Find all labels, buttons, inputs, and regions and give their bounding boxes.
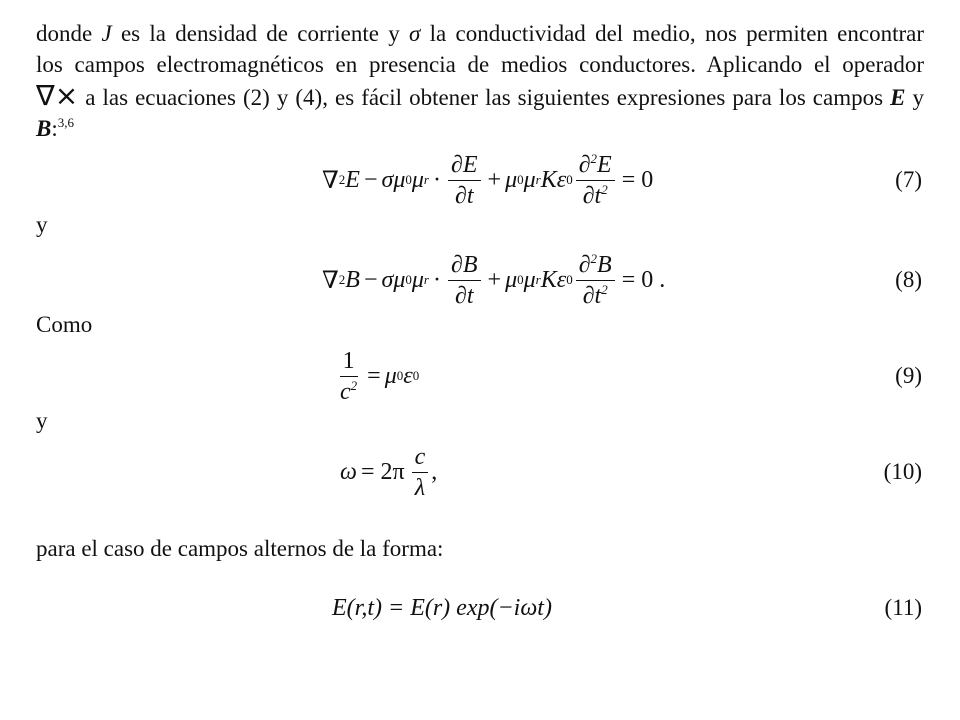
equation-11: [0, 568, 960, 648]
coefficient: μ: [411, 266, 424, 293]
minus-sign: −: [363, 266, 378, 293]
numerator: [576, 152, 615, 181]
symbol-E-bold: E: [890, 85, 906, 110]
symbol-J: J: [101, 21, 112, 46]
exponent: 2: [590, 150, 598, 166]
equation-10: [0, 432, 960, 512]
variable: c: [340, 378, 351, 405]
coefficient: μ: [523, 266, 536, 293]
partial-symbol: ∂: [578, 251, 591, 278]
coefficient: Kε: [540, 266, 567, 293]
numerator: ∂B: [448, 252, 481, 281]
denominator: ∂t: [454, 182, 474, 209]
symbol-sigma: σ: [409, 21, 421, 46]
equation-9: [0, 336, 960, 416]
partial-symbol: ∂t: [582, 282, 602, 309]
plus-sign: +: [487, 166, 502, 193]
partial-symbol: ∂t: [582, 182, 602, 209]
equation-8: [0, 240, 960, 320]
equation-9-formula: $\frac{1}{c^2}$ = μ 0 ε 0: [334, 336, 419, 416]
equals-sign: =: [367, 362, 381, 389]
coefficient: σμ: [381, 166, 406, 193]
equation-11-formula: E(r,t) = E(r) exp(−iωt): [332, 594, 552, 621]
numerator: [576, 252, 615, 281]
variable: E: [345, 166, 360, 193]
equation-7: [0, 140, 960, 220]
coefficient: μ: [523, 166, 536, 193]
variable: ε: [403, 362, 413, 389]
intro-line-2: los campos electromagnéticos en presencia de medios conductores. Aplicando el operador: [36, 52, 924, 77]
connector-text: y: [36, 212, 48, 237]
denominator: ∂t: [454, 282, 474, 309]
fraction: [576, 252, 615, 309]
connector-text: Como: [36, 312, 93, 337]
intro-line-3: [36, 80, 924, 113]
laplacian-symbol: ∇: [322, 167, 339, 194]
coefficient: σμ: [381, 266, 406, 293]
equation-10-formula: [340, 432, 437, 512]
denominator: λ: [414, 474, 426, 501]
equals-rhs: = 0 .: [621, 266, 666, 293]
equation-number: (8): [895, 267, 922, 292]
variable: ω: [340, 458, 357, 485]
fraction: [337, 348, 360, 405]
partial-symbol: ∂: [578, 151, 591, 178]
reference-superscript: 3,6: [57, 115, 74, 130]
fraction: [412, 444, 429, 501]
equation-7-formula: ∇ 2 E − σμ 0 μ r · $\frac{\partial E}{\partial t}$ + μ 0 μ r Kε 0 $\frac{\partial^2E}{\partial t^2}$ = 0: [322, 140, 657, 220]
variable: E: [597, 151, 612, 178]
text-fragment: y: [905, 85, 924, 110]
minus-sign: −: [363, 166, 378, 193]
text-fragment: donde: [36, 21, 102, 46]
fraction: [448, 252, 481, 309]
laplacian-symbol: ∇: [322, 267, 339, 294]
equation-number: (9): [895, 363, 922, 388]
plus-sign: +: [487, 266, 502, 293]
coefficient: μ: [411, 166, 424, 193]
connector-text: y: [36, 408, 48, 433]
text-fragment: a las ecuaciones (2) y (4), es fácil obtener las siguientes expresiones para los campos: [78, 85, 891, 110]
text-fragment: la conductividad del medio, nos permiten encontrar: [420, 21, 925, 46]
equals-rhs: = 0: [621, 166, 654, 193]
fraction: [448, 152, 481, 209]
exponent: 2: [601, 281, 608, 297]
intro-line-1: [36, 18, 924, 49]
variable: B: [345, 266, 360, 293]
text-fragment: :: [51, 116, 58, 141]
equals-rhs: = 2π: [360, 458, 405, 485]
coefficient: μ: [505, 266, 518, 293]
variable: μ: [384, 362, 397, 389]
numerator: 1: [340, 348, 358, 377]
equation-number: (10): [883, 459, 922, 484]
denominator: [580, 181, 611, 209]
equation-8-formula: ∇ 2 B − σμ 0 μ r · $\frac{\partial B}{\partial t}$ + μ 0 μ r Kε 0 $\frac{\partial^2B}{\partial t^2}$ = 0 .: [322, 240, 669, 320]
curl-operator: ∇×: [36, 79, 79, 112]
dot-operator: ·: [432, 266, 441, 293]
variable: B: [597, 251, 612, 278]
connector-text: para el caso de campos alternos de la forma:: [36, 536, 444, 561]
equation-number: (7): [895, 167, 922, 192]
numerator: c: [412, 444, 429, 473]
coefficient: Kε: [540, 166, 567, 193]
symbol-B-bold: B: [36, 116, 52, 141]
text-fragment: es la densidad de corriente y: [111, 21, 410, 46]
dot-operator: ·: [432, 166, 441, 193]
exponent: 2: [350, 377, 358, 393]
fraction: [576, 152, 615, 209]
intro-paragraph: [36, 18, 924, 144]
exponent: 2: [601, 181, 608, 197]
numerator: ∂E: [448, 152, 481, 181]
coefficient: μ: [505, 166, 518, 193]
punctuation: ,: [431, 458, 438, 485]
equation-number: (11): [884, 595, 922, 620]
denominator: [580, 281, 611, 309]
denominator: [337, 377, 360, 405]
exponent: 2: [590, 250, 598, 266]
